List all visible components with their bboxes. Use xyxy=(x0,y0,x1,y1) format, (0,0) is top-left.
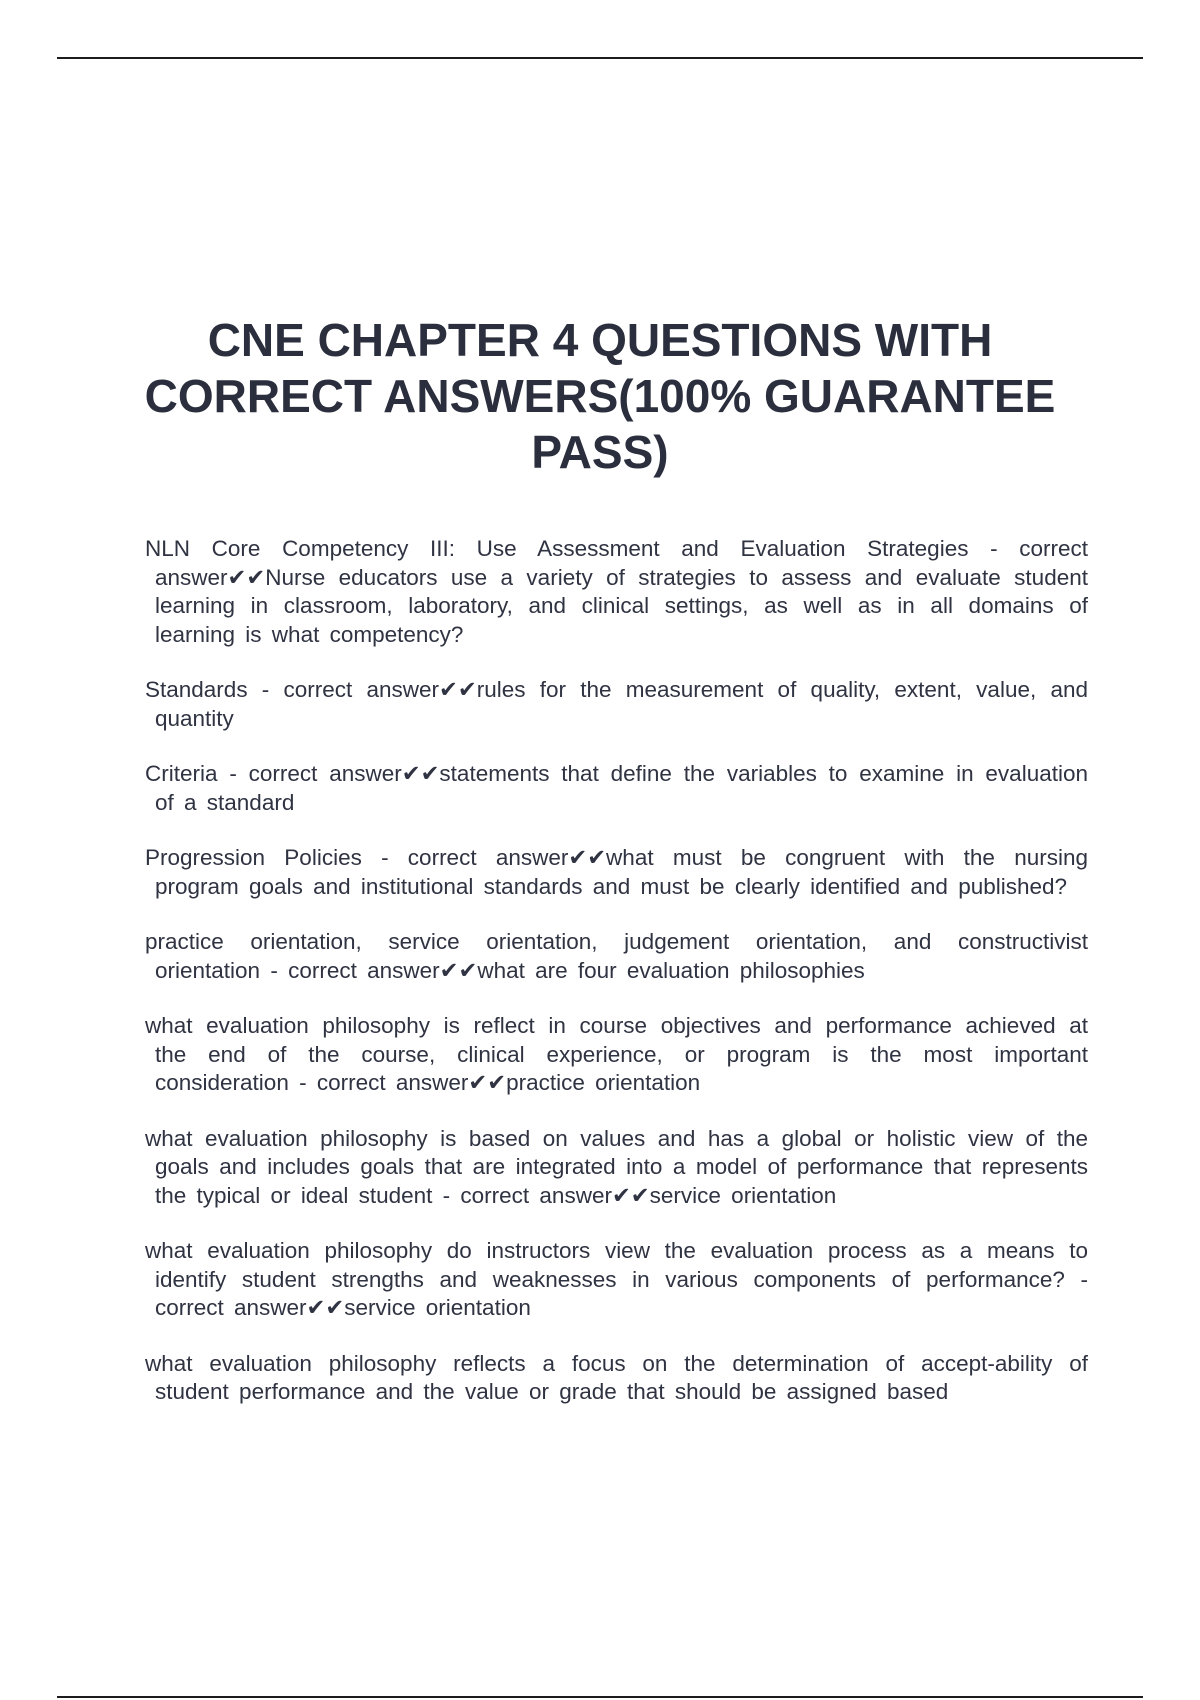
qa-entry-4: Progression Policies - correct answer✔✔what must be congruent with the nursing program goals and institutional standards and must be clearly identified and published? xyxy=(145,845,1088,899)
qa-entry-3: Criteria - correct answer✔✔statements that define the variables to examine in evaluation of a standard xyxy=(145,761,1088,815)
bottom-rule xyxy=(57,1696,1143,1698)
qa-entry-9: what evaluation philosophy reflects a focus on the determination of accept-ability of student performance and the value or grade that should be assigned based xyxy=(145,1350,1088,1404)
qa-entry-1: NLN Core Competency III: Use Assessment and Evaluation Strategies - correct answer✔✔Nurse educators use a variety of strategies to assess and evaluate student learning in classroom, laboratory, and clinical settings, as well as in all domains of learning is what competency? xyxy=(145,536,1088,647)
page-title: CNE CHAPTER 4 QUESTIONS WITH CORRECT ANSWERS(100% GUARANTEE PASS) xyxy=(144,314,1056,478)
qa-entry-2: Standards - correct answer✔✔rules for the measurement of quality, extent, value, and quantity xyxy=(145,677,1088,731)
qa-list xyxy=(145,535,1088,1434)
qa-entry-5: practice orientation, service orientation, judgement orientation, and constructivist orientation - correct answer✔✔what are four evaluation philosophies xyxy=(145,929,1088,983)
qa-entry-6: what evaluation philosophy is reflect in course objectives and performance achieved at the end of the course, clinical experience, or program is the most important consideration - correct answer✔✔practice orientation xyxy=(145,1013,1088,1095)
qa-entry-8: what evaluation philosophy do instructors view the evaluation process as a means to identify student strengths and weaknesses in various components of performance? - correct answer✔✔service orientation xyxy=(145,1238,1088,1320)
qa-entry-7: what evaluation philosophy is based on values and has a global or holistic view of the goals and includes goals that are integrated into a model of performance that represents the typical or ideal student - correct answer✔✔service orientation xyxy=(145,1125,1088,1208)
top-rule xyxy=(57,57,1143,59)
